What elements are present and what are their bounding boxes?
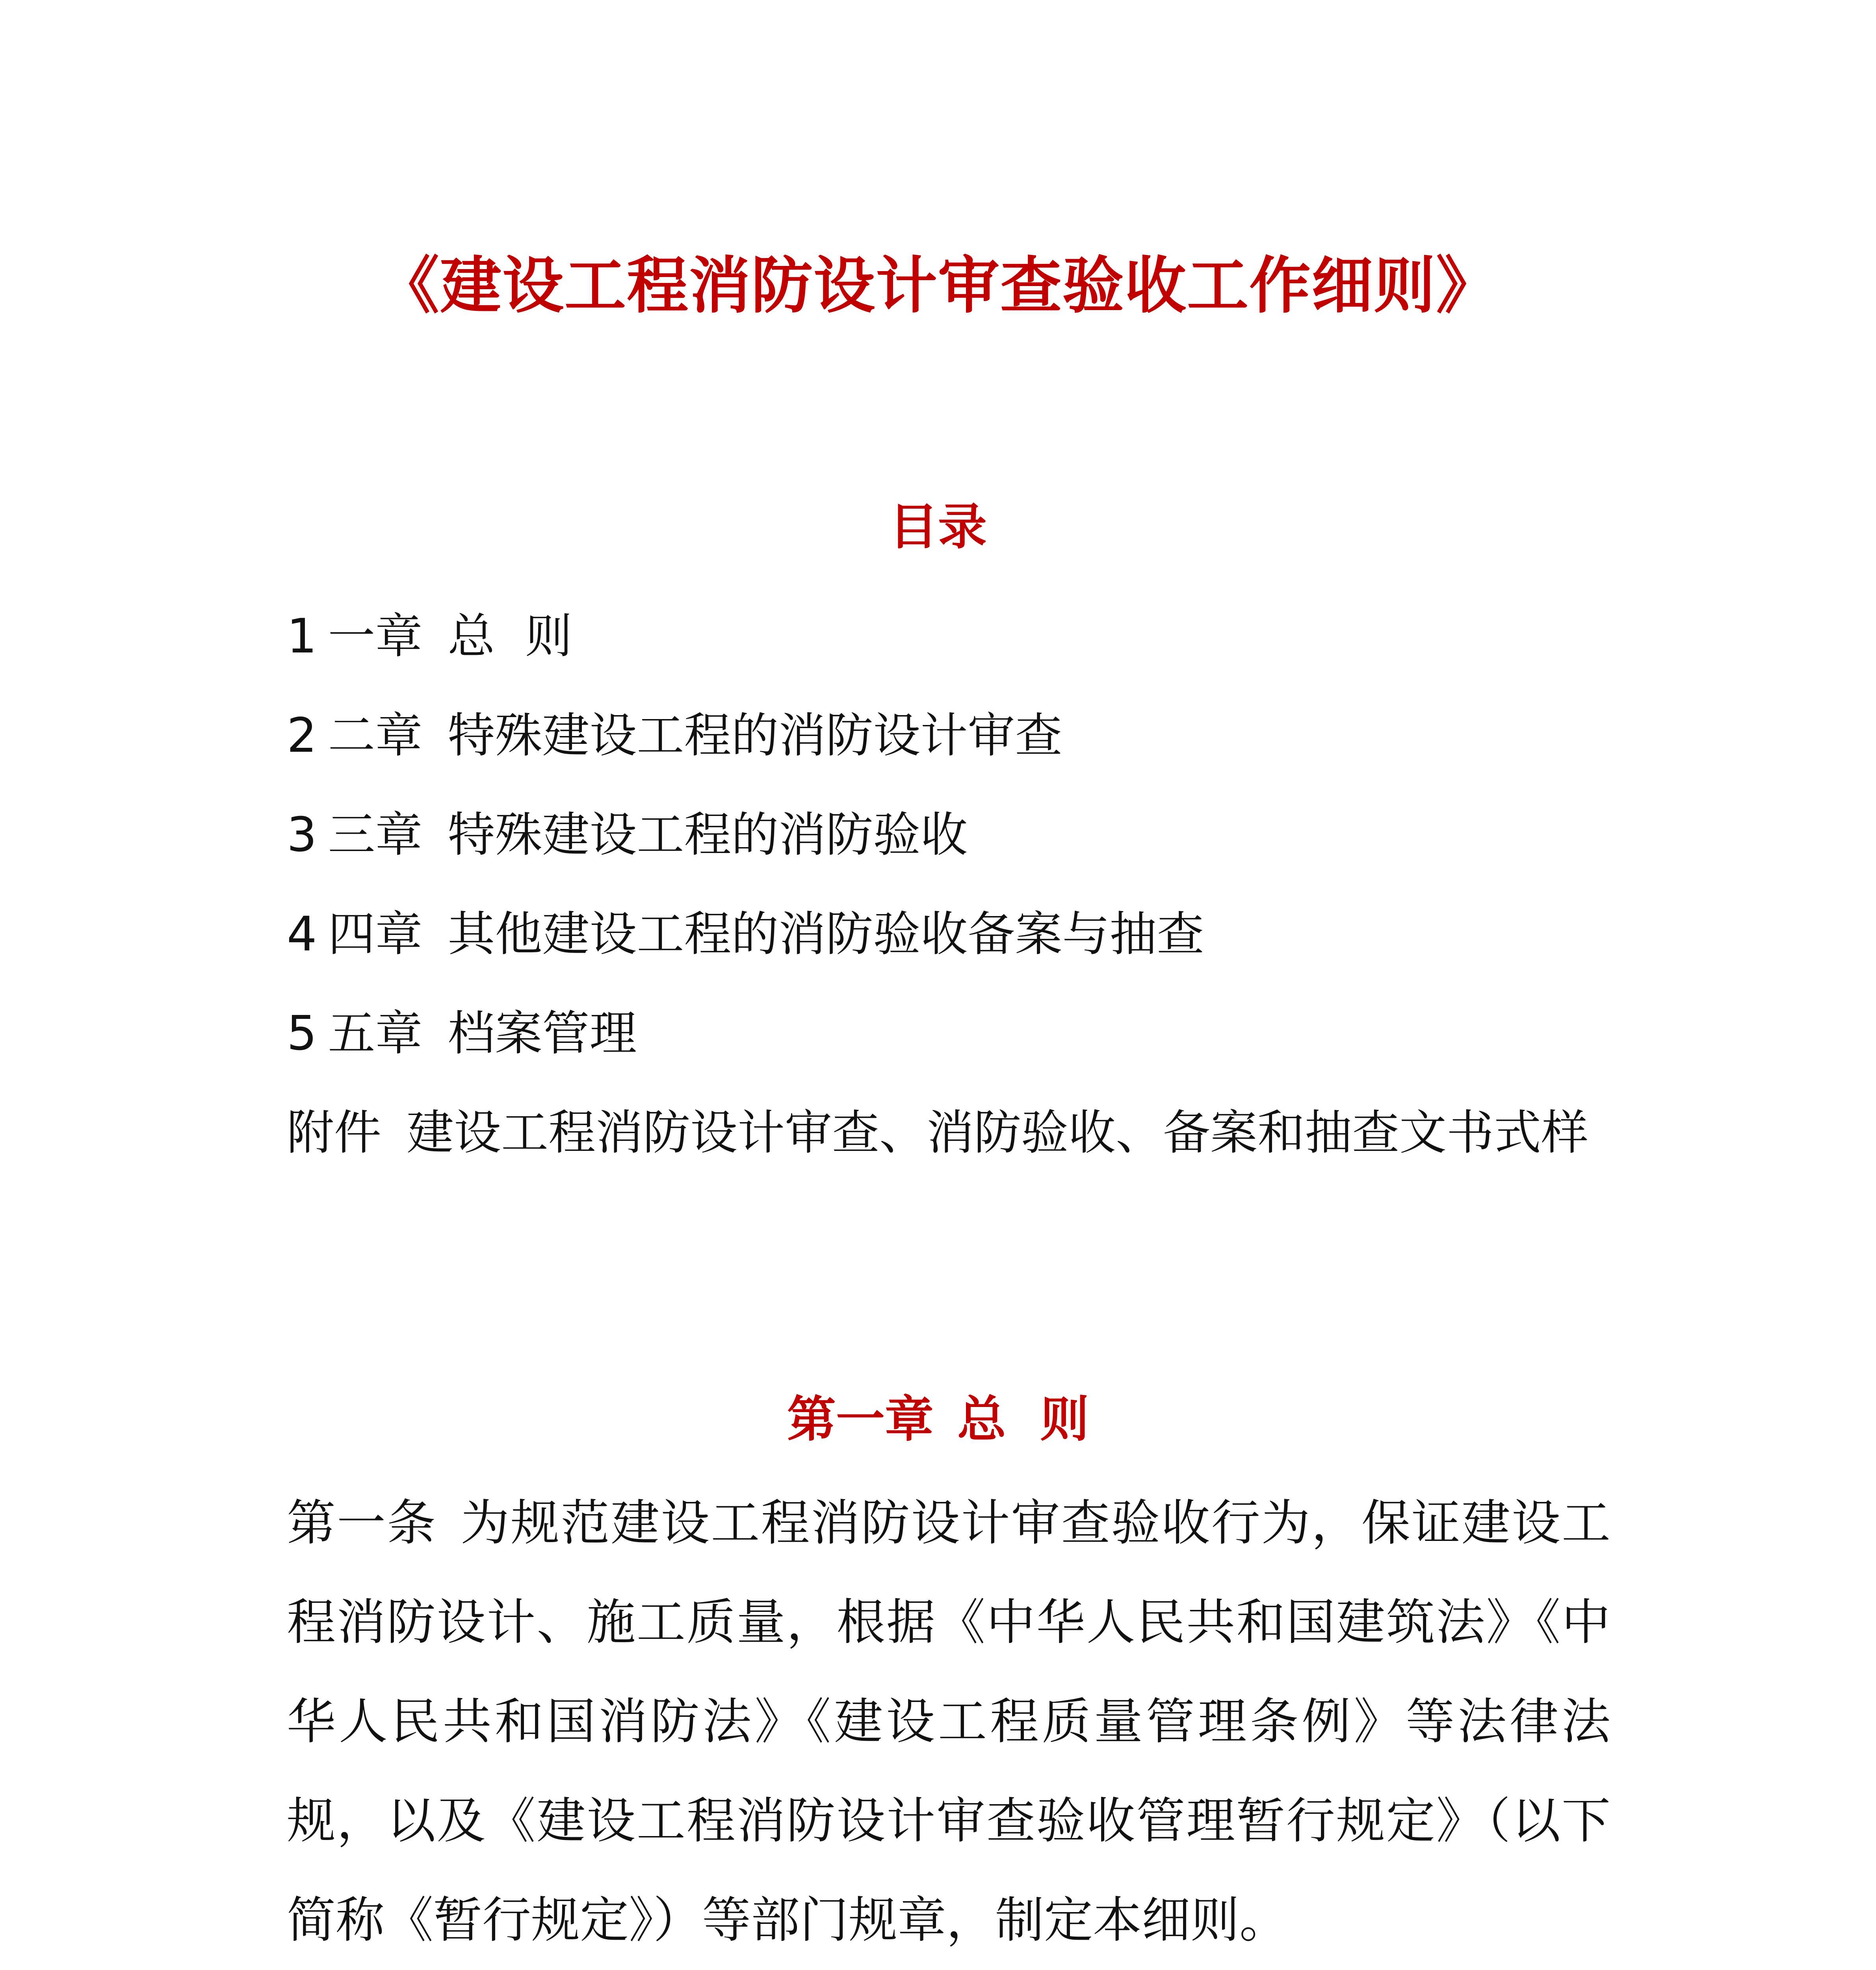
- toc-item[interactable]: [287, 984, 1626, 1084]
- chapter-heading: [0, 1393, 1876, 1446]
- toc-attachment-title: 建设工程消防设计审查、消防验收、备案和抽查文书式样: [407, 1106, 1588, 1160]
- toc-item-title: 特殊建设工程的消防验收: [448, 808, 968, 862]
- toc-item-chapter: 四章: [328, 907, 423, 962]
- article-text: 为规范建设工程消防设计审查验收行为，保证建设工程消防设计、施工质量，根据《中华人民共和国建筑法》《中华人民共和国消防法》《建设工程质量管理条例》等法律法规，以及《建设工程消防设计审查验收管理暂行规定》（以下简称《暂行规定》）等部门规章，制定本细则。: [287, 1495, 1610, 1949]
- toc-item-number: 2: [287, 708, 317, 763]
- toc-item-number: 3: [287, 808, 317, 862]
- chapter-heading-title: 总 则: [957, 1391, 1089, 1448]
- toc-list: [287, 587, 1626, 1084]
- article-paragraph: [287, 1474, 1610, 1970]
- toc-item-number: 5: [287, 1006, 317, 1061]
- toc-item[interactable]: [287, 786, 1626, 885]
- toc-item[interactable]: [287, 587, 1626, 686]
- toc-item-number: 1: [287, 609, 317, 664]
- toc-item[interactable]: [287, 885, 1626, 984]
- toc-item-chapter: 五章: [328, 1006, 423, 1061]
- toc-attachment[interactable]: [287, 1084, 1603, 1183]
- toc-item-title: 总 则: [448, 609, 572, 664]
- toc-item-number: 4: [287, 907, 317, 962]
- toc-heading: 目录: [889, 499, 987, 556]
- toc-item-chapter: 一章: [328, 609, 423, 664]
- toc-item-chapter: 三章: [328, 808, 423, 862]
- toc-item-title: 档案管理: [448, 1006, 637, 1061]
- toc-item-title: 其他建设工程的消防验收备案与抽查: [448, 907, 1204, 962]
- chapter-heading-number: 第一章: [787, 1391, 934, 1448]
- article-label: 第一条: [287, 1495, 437, 1552]
- toc-item-chapter: 二章: [328, 708, 423, 763]
- toc-item-title: 特殊建设工程的消防设计审查: [448, 708, 1062, 763]
- toc-attachment-label: 附件: [287, 1106, 381, 1160]
- toc-item[interactable]: [287, 686, 1626, 786]
- document-title: 《建设工程消防设计审查验收工作细则》: [378, 250, 1498, 322]
